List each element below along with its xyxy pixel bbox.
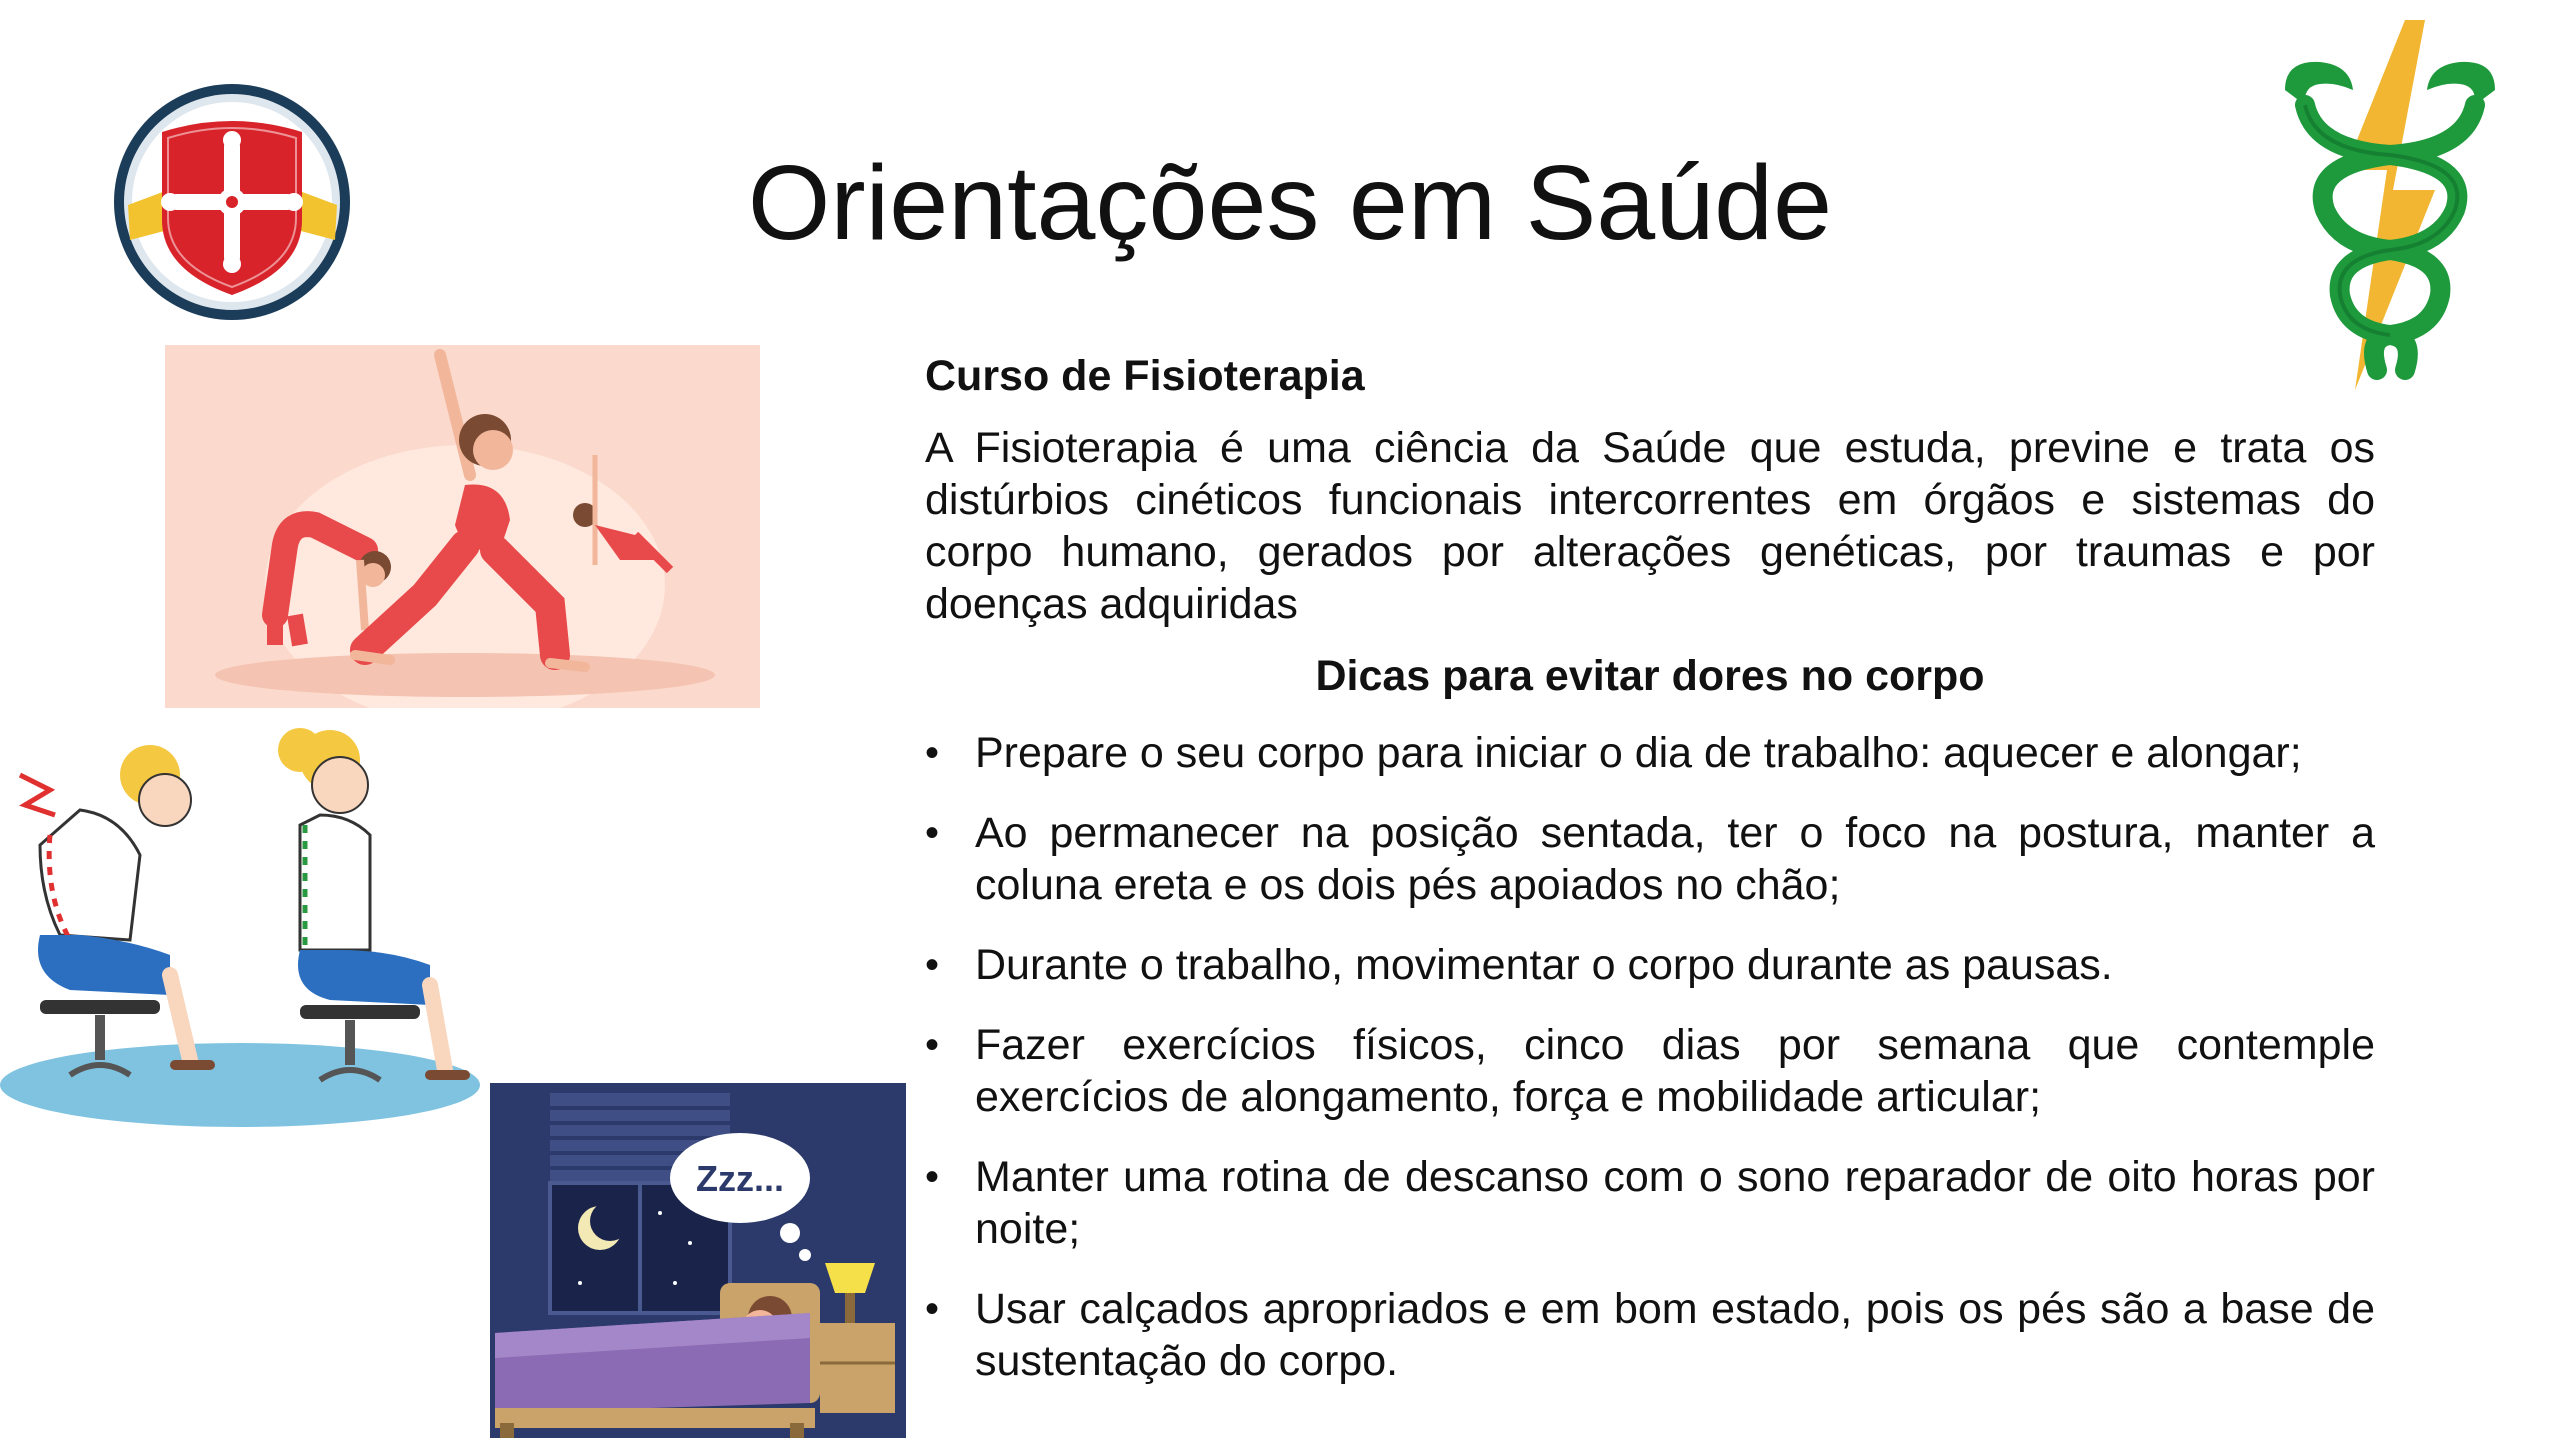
list-item: • Manter uma rotina de descanso com o sono reparador de oito horas por noite;: [925, 1151, 2375, 1255]
sleep-bubble-text: Zzz...: [696, 1158, 784, 1199]
tips-title: Dicas para evitar dores no corpo: [1315, 652, 1985, 700]
university-shield-logo-icon: [110, 80, 355, 325]
course-title: Curso de Fisioterapia: [925, 352, 1365, 400]
course-description: A Fisioterapia é uma ciência da Saúde que estuda, previne e trata os distúrbios cinéticos funcionais intercorrentes em órgãos e sistemas do corpo humano, gerados por alterações genéticas, por traumas e por doenças adquiridas: [925, 424, 2375, 628]
page-title: Orientações em Saúde: [747, 144, 1833, 262]
caduceus-lightning-icon: [2275, 20, 2505, 390]
sitting-posture-illustration: [0, 715, 480, 1135]
list-item: • Prepare o seu corpo para iniciar o dia de trabalho: aquecer e alongar;: [925, 727, 2375, 779]
content-block: [925, 350, 2375, 1415]
sleeping-night-illustration: [490, 1083, 906, 1438]
list-item: • Ao permanecer na posição sentada, ter o foco na postura, manter a coluna ereta e os dois pés apoiados no chão;: [925, 807, 2375, 911]
list-item: • Durante o trabalho, movimentar o corpo durante as pausas.: [925, 939, 2375, 991]
yoga-stretching-illustration: [165, 345, 760, 708]
tips-list: [925, 727, 2375, 1387]
list-item: • Usar calçados apropriados e em bom estado, pois os pés são a base de sustentação do corpo.: [925, 1283, 2375, 1387]
list-item: • Fazer exercícios físicos, cinco dias por semana que contemple exercícios de alongamento, força e mobilidade articular;: [925, 1019, 2375, 1123]
